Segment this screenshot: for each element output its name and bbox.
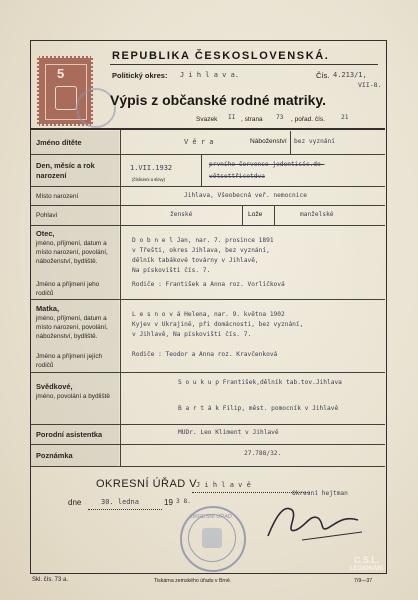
child-name-label: Jméno dítěte	[36, 138, 82, 147]
sex-value: ženské	[170, 211, 193, 218]
row-divider	[30, 154, 385, 155]
child-name-value: V ě r a	[184, 138, 214, 146]
row-divider	[30, 424, 385, 425]
column-divider	[274, 205, 275, 225]
strana-label: , strana	[241, 116, 263, 123]
mother-label: Matka, jméno, příjmení, datum a místo narození, povolání, náboženství, bydliště.	[36, 304, 108, 340]
father-line1: D o b n e l Jan, nar. 7. prosince 1891	[132, 237, 274, 244]
note-value: 27.788/32.	[244, 450, 282, 457]
religion-value: bez vyznání	[294, 138, 335, 145]
table-top-rule	[30, 128, 385, 130]
witness-label: Svědkové, jméno, povolání a bydliště	[36, 382, 110, 400]
cis-value: 4.213/1,	[333, 71, 367, 79]
note-label: Poznámka	[36, 451, 73, 460]
sex-label: Pohlaví	[36, 212, 58, 219]
document-title: Výpis z občanské rodné matriky.	[110, 92, 327, 108]
father-parents-value: Rodiče : František a Anna roz. Vorlíčková	[132, 281, 285, 288]
cis-label: Čís.	[316, 71, 330, 80]
office-value: J i h l a v ě	[196, 481, 251, 489]
birth-words-line1: prvního července jedentisíc.de-	[209, 161, 325, 168]
birthplace-label: Místo narození	[36, 193, 79, 200]
seal-text: OKRESNÍ ÚŘAD	[190, 514, 232, 520]
date-label: dne	[68, 498, 82, 507]
political-district-label: Politický okres:	[112, 71, 168, 80]
father-line3: dělník tabákové továrny v Jihlavě,	[132, 257, 259, 264]
code: 7/9—37	[354, 578, 373, 584]
father-parents-label: Jméno a příjmení jeho rodičů	[36, 281, 100, 297]
form-number: Skl. čís. 73 a.	[32, 577, 69, 583]
row-divider	[30, 225, 385, 226]
column-divider	[201, 154, 202, 186]
religion-label: Náboženství	[250, 138, 287, 145]
porad-value: 21	[341, 114, 349, 121]
birth-date-value: 1.VII.1932	[130, 164, 173, 172]
watermark: C.S.L. LEGIONÁRI	[350, 555, 384, 572]
office-label: OKRESNÍ ÚŘAD V	[96, 478, 198, 490]
birth-date-note: (číslicemi a slovy)	[132, 177, 166, 182]
row-divider	[30, 444, 385, 445]
office-seal	[180, 506, 246, 572]
father-line2: v Třešti, okres Jihlava, bez vyznání,	[132, 247, 270, 254]
signature	[262, 496, 372, 546]
mother-line2: Kyjev v Ukrajině, při domácnosti, bez vyznání,	[132, 321, 304, 328]
birth-date-label: Den, měsíc a rok narození	[36, 161, 95, 180]
year-value: 3 8.	[176, 498, 191, 505]
mother-line1: L e s n o v á Helena, nar. 9. května 1902	[132, 311, 285, 318]
cis-suffix: VII-8.	[358, 81, 382, 89]
father-label: Otec, jméno, příjmení, datum a místo narození, povolání, náboženství, bydliště.	[36, 229, 108, 265]
column-divider	[290, 131, 291, 154]
bed-value: manželské	[300, 211, 334, 218]
republic-title: REPUBLIKA ČESKOSLOVENSKÁ.	[112, 50, 330, 62]
mother-parents-value: Rodiče : Teodor a Anna roz. Kravčenková	[132, 351, 278, 358]
birthplace-value: Jihlava, Všeobecná veř. nemocnice	[184, 192, 307, 199]
witness-line1: S o u k u p František,dělník tab.tov.Jihlava	[178, 379, 342, 386]
year-prefix: 19	[164, 498, 173, 507]
printer: Tiskárna zemského úřadu v Brně.	[154, 578, 232, 584]
eagle-icon	[202, 528, 222, 548]
column-divider	[242, 205, 243, 225]
bed-label: Lože	[248, 211, 263, 218]
stamp-value: 5	[57, 66, 65, 81]
svazek-label: Svazek	[196, 116, 218, 123]
witness-line2: B a r t á k Filip, měst. pomocník v Jihlavě	[178, 405, 339, 412]
midwife-label: Porodní asistentka	[36, 430, 103, 439]
svazek-value: II	[228, 114, 236, 121]
hejtman-label: Okresní hejtman	[292, 490, 348, 497]
header-rule	[110, 64, 378, 65]
midwife-value: MUDr. Leo Kliment v Jihlavě	[178, 429, 279, 436]
father-line4: Na pískovišti čís. 7.	[132, 267, 211, 274]
political-district-value: J i h l a v a.	[180, 71, 240, 79]
row-divider	[30, 466, 385, 467]
row-divider	[30, 186, 385, 187]
strana-value: 73	[276, 114, 284, 121]
date-value: 30. ledna	[101, 498, 139, 506]
birth-words-line2: větsettřicetdva	[209, 173, 265, 180]
column-divider	[120, 130, 121, 467]
row-divider	[30, 299, 385, 300]
row-divider	[30, 372, 385, 373]
mother-line3: v Jihlavě, Na pískovišti čís. 7.	[132, 331, 252, 338]
row-divider	[30, 205, 385, 206]
porad-label: , pořad. čís.	[291, 116, 325, 123]
date-underline	[88, 509, 162, 510]
mother-parents-label: Jméno a příjmení jejích rodičů	[36, 353, 103, 369]
